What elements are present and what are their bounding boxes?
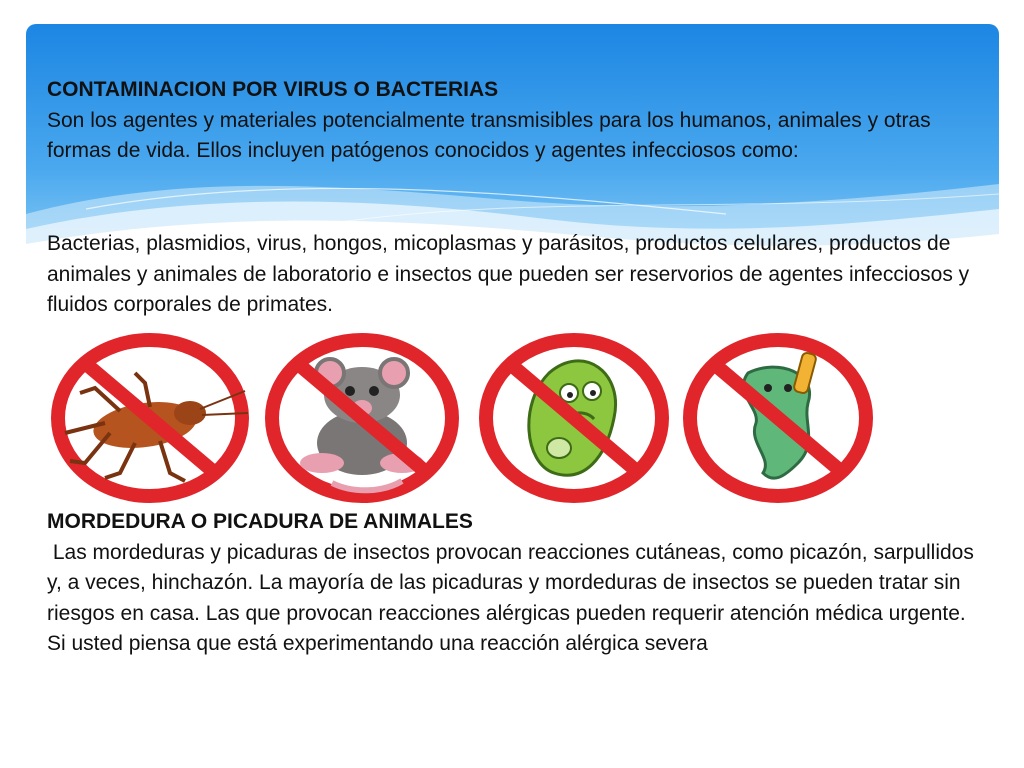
section-contaminacion <box>47 75 977 167</box>
no-cockroach-icon <box>50 333 250 503</box>
section-agentes-list <box>47 229 977 321</box>
paragraph-agentes: Bacterias, plasmidios, virus, hongos, micoplasmas y parásitos, productos celulares, productos de animales y animales de laboratorio e insectos que pueden ser reservorios de agentes infecciosos y fluidos corporales de primates. <box>47 232 970 316</box>
prohibition-signs-row <box>50 333 870 503</box>
heading-contaminacion: CONTAMINACION POR VIRUS O BACTERIAS <box>47 78 499 101</box>
paragraph-contaminacion: Son los agentes y materiales potencialmente transmisibles para los humanos, animales y otras formas de vida. Ellos incluyen patógenos conocidos y agentes infecciosos como: <box>47 108 931 162</box>
no-rat-icon <box>262 333 462 503</box>
no-germ-icon <box>678 333 878 503</box>
paragraph-mordedura: Las mordeduras y picaduras de insectos provocan reacciones cutáneas, como picazón, sarpullidos y, a veces, hinchazón. La mayoría de las picaduras y mordeduras de insectos se pueden tratar sin riesgos en casa. Las que provocan reacciones alérgicas pueden requerir atención médica urgente. Si usted piensa que está experimentando una reacción alérgica severa <box>47 540 980 655</box>
section-mordedura <box>47 507 980 660</box>
heading-mordedura: MORDEDURA O PICADURA DE ANIMALES <box>47 510 473 533</box>
no-bacteria-icon <box>474 333 674 503</box>
